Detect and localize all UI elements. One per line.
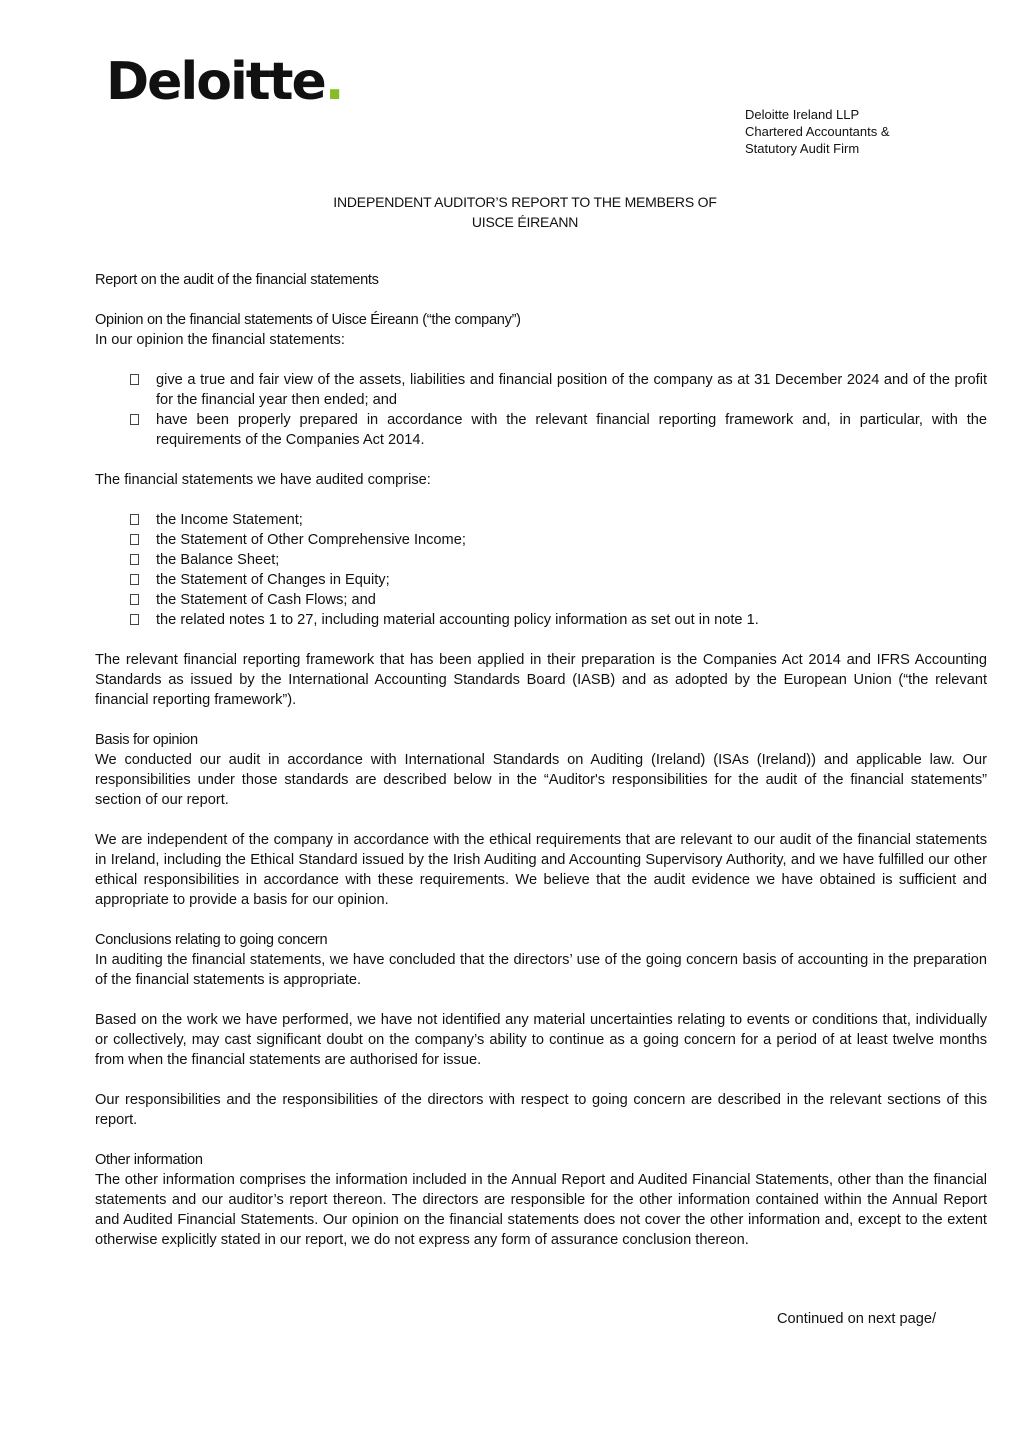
- bullet-icon: [130, 414, 139, 425]
- opinion-heading: Opinion on the financial statements of Uisce Éireann (“the company”): [95, 312, 521, 328]
- logo-text: Deloitte: [106, 52, 325, 112]
- going-concern-paragraph: Our responsibilities and the responsibilities of the directors with respect to going concern are described in the relevant sections of this report.: [95, 1092, 987, 1128]
- statements-list: [95, 510, 987, 630]
- basis-heading: Basis for opinion: [95, 732, 198, 748]
- bullet-icon: [130, 534, 139, 545]
- list-item: the related notes 1 to 27, including material accounting policy information as set out in note 1.: [95, 610, 987, 630]
- opinion-bullets: [95, 370, 987, 450]
- title-line-2: UISCE ÉIREANN: [471, 214, 579, 230]
- other-info-heading: Other information: [95, 1152, 203, 1168]
- list-item: have been properly prepared in accordance with the relevant financial reporting framework and, in particular, with the requirements of the Companies Act 2014.: [95, 410, 987, 450]
- firm-address: [745, 106, 890, 157]
- title-line-1: INDEPENDENT AUDITOR’S REPORT TO THE MEMBERS OF: [333, 194, 717, 210]
- report-heading: Report on the audit of the financial statements: [95, 272, 379, 288]
- list-item: the Statement of Other Comprehensive Income;: [95, 530, 987, 550]
- list-item: the Income Statement;: [95, 510, 987, 530]
- comprise-intro: The financial statements we have audited comprise:: [95, 472, 431, 488]
- bullet-icon: [130, 614, 139, 625]
- framework-paragraph: The relevant financial reporting framework that has been applied in their preparation is the Companies Act 2014 and IFRS Accounting Standards as issued by the International Accounting Standards Board (IASB) and as adopted by the European Union (“the relevant financial reporting framework”).: [95, 652, 987, 708]
- independence-paragraph: We are independent of the company in accordance with the ethical requirements that are relevant to our audit of the financial statements in Ireland, including the Ethical Standard issued by the Irish Auditing and Accounting Supervisory Authority, and we have fulfilled our other ethical responsibilities in accordance with these requirements. We believe that the audit evidence we have obtained is sufficient and appropriate to provide a basis for our opinion.: [95, 832, 987, 908]
- bullet-icon: [130, 514, 139, 525]
- address-line: Deloitte Ireland LLP: [745, 107, 860, 122]
- basis-paragraph: We conducted our audit in accordance with International Standards on Auditing (Ireland) (ISAs (Ireland)) and applicable law. Our responsibilities under those standards are described below in the “Auditor's responsibilities for the audit of the financial statements” section of our report.: [95, 752, 987, 808]
- going-concern-paragraph: Based on the work we have performed, we have not identified any material uncertainties relating to events or conditions that, individually or collectively, may cast significant doubt on the company’s ability to continue as a going concern for a period of at least twelve months from when the financial statements are authorised for issue.: [95, 1012, 987, 1068]
- list-item: the Statement of Changes in Equity;: [95, 570, 987, 590]
- report-title: [0, 192, 1019, 232]
- bullet-icon: [130, 554, 139, 565]
- going-concern-heading: Conclusions relating to going concern: [95, 932, 328, 948]
- deloitte-logo: [106, 52, 343, 112]
- logo-dot: .: [324, 52, 343, 112]
- address-line: Statutory Audit Firm: [745, 141, 860, 156]
- list-item: the Statement of Cash Flows; and: [95, 590, 987, 610]
- other-info-paragraph: The other information comprises the information included in the Annual Report and Audited Financial Statements, other than the financial statements and our auditor’s report thereon. The directors are responsible for the other information contained within the Annual Report and Audited Financial Statements. Our opinion on the financial statements does not cover the other information and, except to the extent otherwise explicitly stated in our report, we do not express any form of assurance conclusion thereon.: [95, 1172, 987, 1248]
- list-item: give a true and fair view of the assets, liabilities and financial position of the company as at 31 December 2024 and of the profit for the financial year then ended; and: [95, 370, 987, 410]
- report-body: [95, 270, 987, 1250]
- bullet-icon: [130, 594, 139, 605]
- continued-note: Continued on next page/: [777, 1311, 937, 1327]
- going-concern-paragraph: In auditing the financial statements, we have concluded that the directors’ use of the going concern basis of accounting in the preparation of the financial statements is appropriate.: [95, 952, 987, 988]
- address-line: Chartered Accountants &: [745, 124, 890, 139]
- opinion-intro: In our opinion the financial statements:: [95, 332, 345, 348]
- bullet-icon: [130, 574, 139, 585]
- bullet-icon: [130, 374, 139, 385]
- list-item: the Balance Sheet;: [95, 550, 987, 570]
